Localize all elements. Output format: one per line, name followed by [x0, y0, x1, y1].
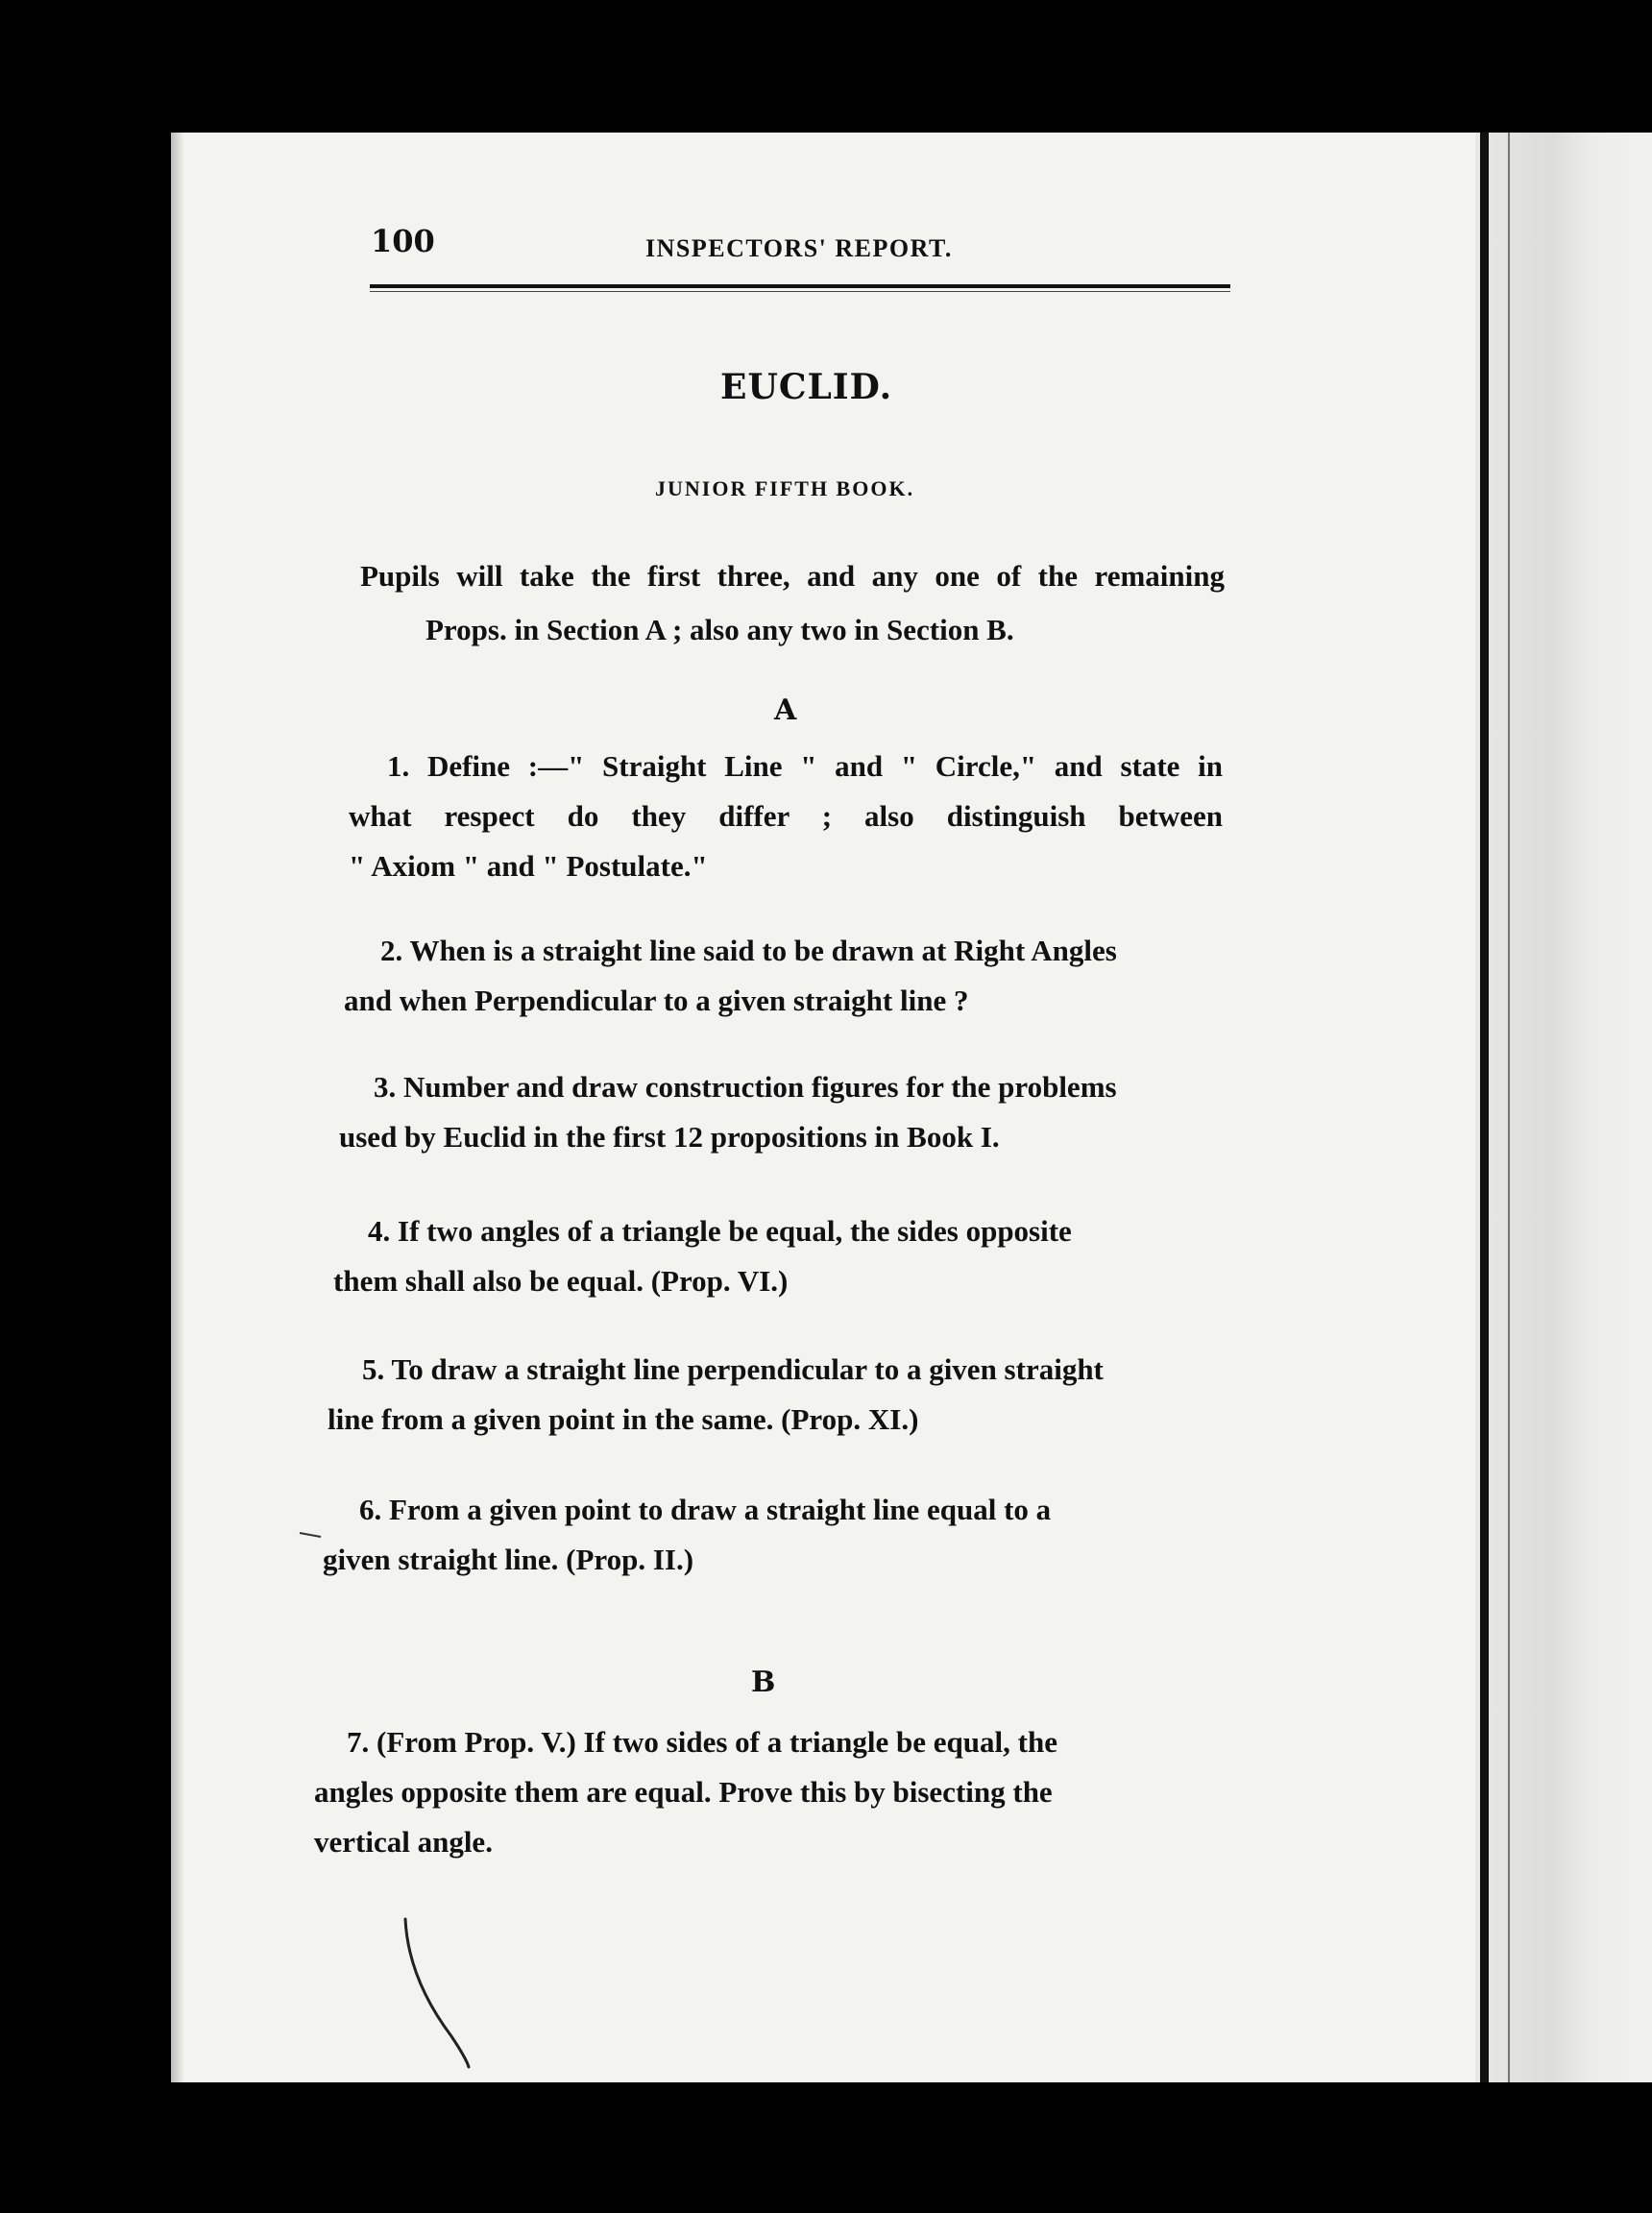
question-line: 5. To draw a straight line perpendicular to a given straight	[362, 1352, 1104, 1386]
question-line: and when Perpendicular to a given straight line ?	[344, 984, 969, 1017]
page-number: 100	[371, 223, 435, 259]
question-line: vertical angle.	[314, 1825, 493, 1859]
question-line: what respect do they differ ; also distinguish between	[349, 799, 1223, 833]
question-5	[328, 1345, 1104, 1445]
header-rule	[370, 284, 1230, 288]
question-line: given straight line. (Prop. II.)	[323, 1543, 694, 1576]
gutter-edge-line	[1508, 133, 1510, 2082]
section-subtitle: JUNIOR FIFTH BOOK.	[655, 476, 915, 500]
question-4	[333, 1206, 1072, 1306]
question-2	[344, 926, 1117, 1026]
question-1	[349, 742, 1223, 891]
question-line: used by Euclid in the first 12 propositions in Book I.	[339, 1120, 1000, 1154]
question-7	[314, 1717, 1057, 1867]
section-a-heading: A	[774, 693, 797, 727]
question-line: 6. From a given point to draw a straight line equal to a	[359, 1493, 1052, 1526]
instructions-line: Pupils will take the first three, and any one of the remaining	[360, 559, 1225, 593]
question-line: angles opposite them are equal. Prove this by bisecting the	[314, 1775, 1053, 1809]
question-line: them shall also be equal. (Prop. VI.)	[333, 1264, 789, 1298]
question-line: 1. Define :—" Straight Line " and " Circle," and state in	[387, 749, 1223, 783]
running-head: INSPECTORS' REPORT.	[645, 234, 953, 262]
question-line: 7. (From Prop. V.) If two sides of a triangle be equal, the	[347, 1725, 1057, 1759]
question-line: 2. When is a straight line said to be drawn at Right Angles	[380, 934, 1117, 967]
gutter-shadow-line	[1480, 133, 1489, 2082]
question-line: 3. Number and draw construction figures for the problems	[374, 1070, 1117, 1104]
page-edge-shadow	[171, 133, 184, 2082]
instructions-line: Props. in Section A ; also any two in Section B.	[425, 613, 1014, 646]
question-6	[323, 1485, 1051, 1585]
question-3	[339, 1062, 1117, 1162]
section-b-heading: B	[751, 1666, 776, 1699]
question-line: " Axiom " and " Postulate."	[349, 849, 708, 883]
question-line: 4. If two angles of a triangle be equal, the sides opposite	[368, 1214, 1072, 1248]
instructions	[360, 551, 1225, 655]
section-title: EUCLID.	[720, 367, 893, 407]
question-line: line from a given point in the same. (Prop. XI.)	[328, 1402, 919, 1436]
book-gutter	[1475, 133, 1652, 2082]
header-rule-thin	[370, 291, 1230, 292]
